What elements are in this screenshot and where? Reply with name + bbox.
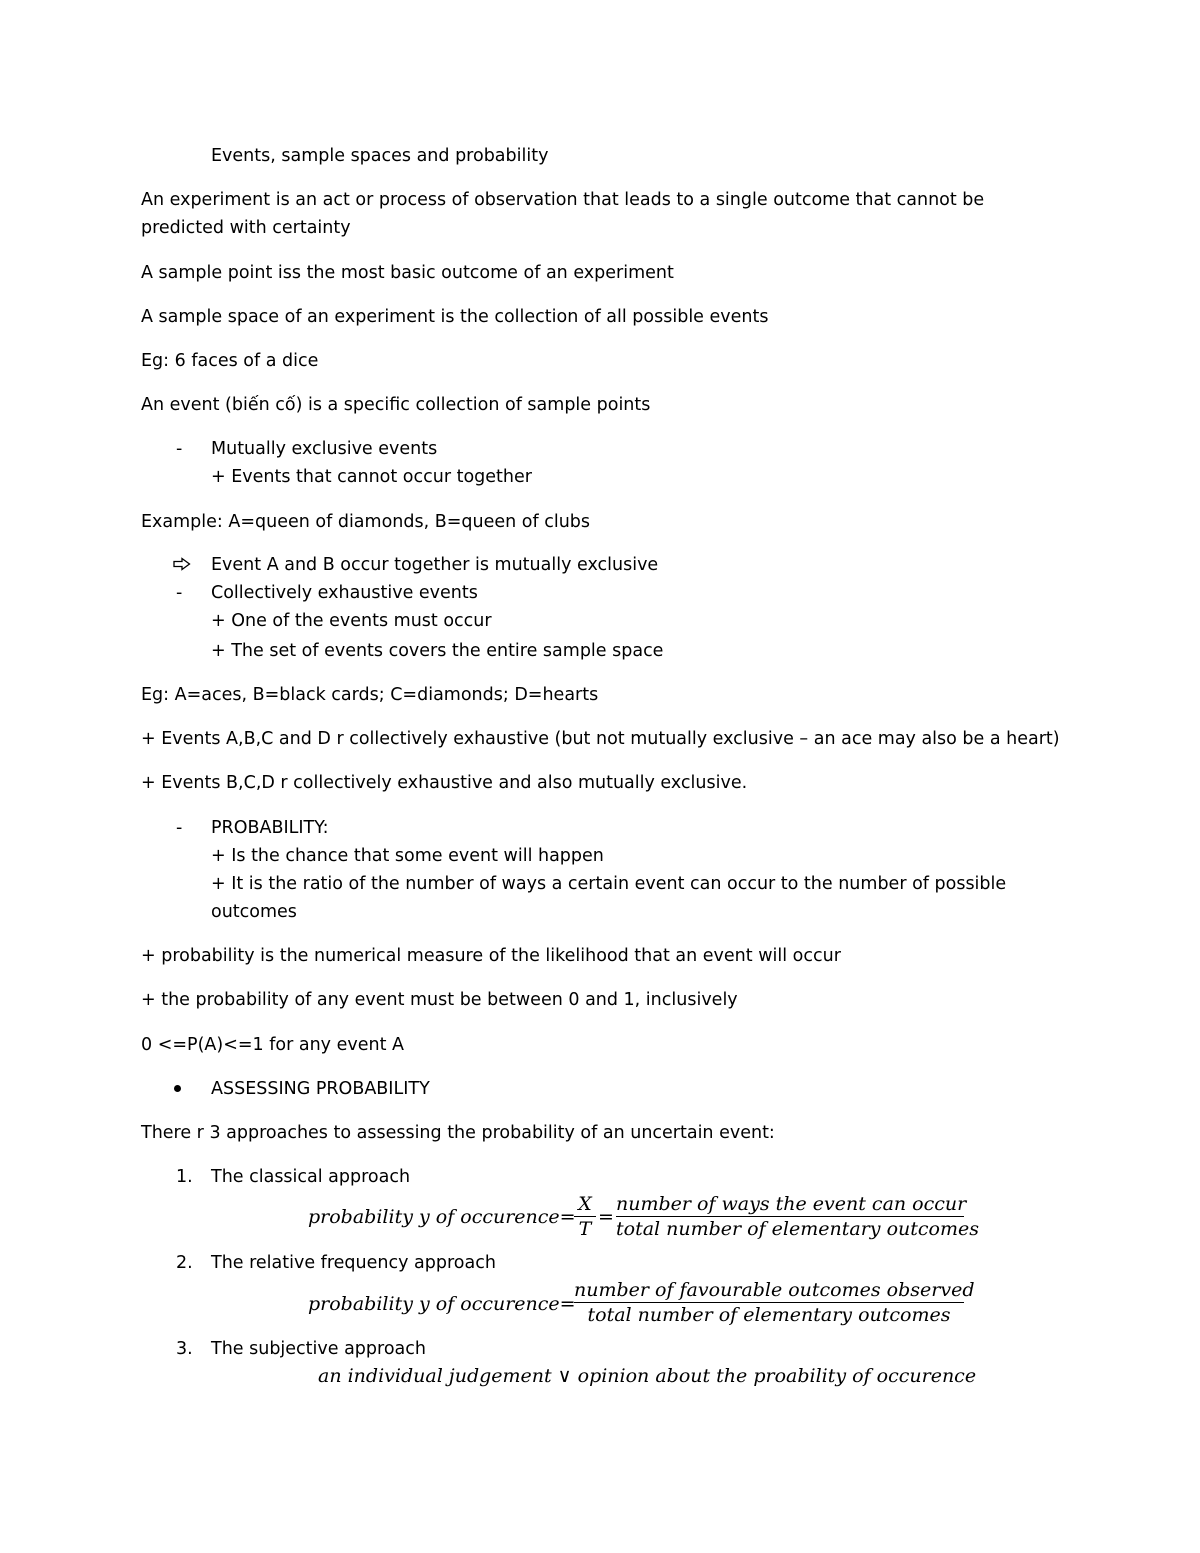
list-subitem: + The set of events covers the entire sample space bbox=[211, 641, 664, 661]
fraction-numerator: number of ways the event can occur bbox=[616, 1193, 967, 1215]
list-item-probability: PROBABILITY: bbox=[211, 818, 329, 838]
list-number: 3. bbox=[176, 1339, 193, 1359]
fraction-x-over-t bbox=[574, 1192, 596, 1241]
fraction-denominator: total number of elementary outcomes bbox=[616, 1218, 979, 1240]
list-subitem-continuation: outcomes bbox=[211, 902, 297, 922]
list-bullet-dash: - bbox=[176, 818, 183, 838]
approach-classical: The classical approach bbox=[211, 1167, 411, 1187]
formula-lhs: probability y of occurence= bbox=[308, 1206, 576, 1228]
fraction-numerator: X bbox=[578, 1193, 592, 1215]
paragraph-example: Example: A=queen of diamonds, B=queen of clubs bbox=[141, 512, 591, 532]
list-item-collectively-exhaustive: Collectively exhaustive events bbox=[211, 583, 478, 603]
paragraph-sample-space: A sample space of an experiment is the collection of all possible events bbox=[141, 307, 769, 327]
list-subitem: + It is the ratio of the number of ways a certain event can occur to the number of possible bbox=[211, 874, 1007, 894]
paragraph-numerical: + probability is the numerical measure of the likelihood that an event will occur bbox=[141, 946, 841, 966]
paragraph-experiment-line1: An experiment is an act or process of observation that leads to a single outcome that cannot be bbox=[141, 190, 985, 210]
paragraph-eg-dice: Eg: 6 faces of a dice bbox=[141, 351, 319, 371]
fraction-denominator: total number of elementary outcomes bbox=[587, 1304, 951, 1326]
list-item-arrow: Event A and B occur together is mutually exclusive bbox=[211, 555, 659, 575]
list-number: 1. bbox=[176, 1167, 193, 1187]
heading-assessing-probability: ASSESSING PROBABILITY bbox=[211, 1079, 430, 1099]
list-item-mutually-exclusive: Mutually exclusive events bbox=[211, 439, 438, 459]
fraction-classical bbox=[616, 1192, 979, 1241]
round-bullet-icon bbox=[174, 1085, 181, 1092]
approach-relative-frequency: The relative frequency approach bbox=[211, 1253, 496, 1273]
paragraph-range: 0 <=P(A)<=1 for any event A bbox=[141, 1035, 404, 1055]
fraction-relative-frequency bbox=[574, 1278, 975, 1327]
paragraph-abcd: + Events A,B,C and D r collectively exhaustive (but not mutually exclusive – an ace may also be a heart) bbox=[141, 729, 1060, 749]
list-subitem: + Is the chance that some event will happen bbox=[211, 846, 604, 866]
formula-lhs: probability y of occurence= bbox=[308, 1293, 576, 1315]
paragraph-between: + the probability of any event must be between 0 and 1, inclusively bbox=[141, 990, 738, 1010]
list-number: 2. bbox=[176, 1253, 193, 1273]
list-subitem: + One of the events must occur bbox=[211, 611, 492, 631]
arrow-bullet-icon bbox=[173, 557, 191, 571]
list-subitem: + Events that cannot occur together bbox=[211, 467, 532, 487]
fraction-denominator: T bbox=[578, 1218, 592, 1240]
paragraph-bcd: + Events B,C,D r collectively exhaustive and also mutually exclusive. bbox=[141, 773, 748, 793]
paragraph-approaches: There r 3 approaches to assessing the probability of an uncertain event: bbox=[141, 1123, 775, 1143]
paragraph-eg-cards: Eg: A=aces, B=black cards; C=diamonds; D=hearts bbox=[141, 685, 599, 705]
formula-equals: = bbox=[598, 1206, 614, 1228]
paragraph-sample-point: A sample point iss the most basic outcome of an experiment bbox=[141, 263, 674, 283]
formula-subjective: an individual judgement ∨ opinion about the proability of occurence bbox=[318, 1365, 977, 1387]
document-title: Events, sample spaces and probability bbox=[211, 146, 549, 166]
approach-subjective: The subjective approach bbox=[211, 1339, 426, 1359]
fraction-numerator: number of favourable outcomes observed bbox=[574, 1279, 975, 1301]
list-bullet-dash: - bbox=[176, 583, 183, 603]
paragraph-experiment-line2: predicted with certainty bbox=[141, 218, 351, 238]
paragraph-event: An event (biến cố) is a specific collection of sample points bbox=[141, 395, 651, 415]
list-bullet-dash: - bbox=[176, 439, 183, 459]
